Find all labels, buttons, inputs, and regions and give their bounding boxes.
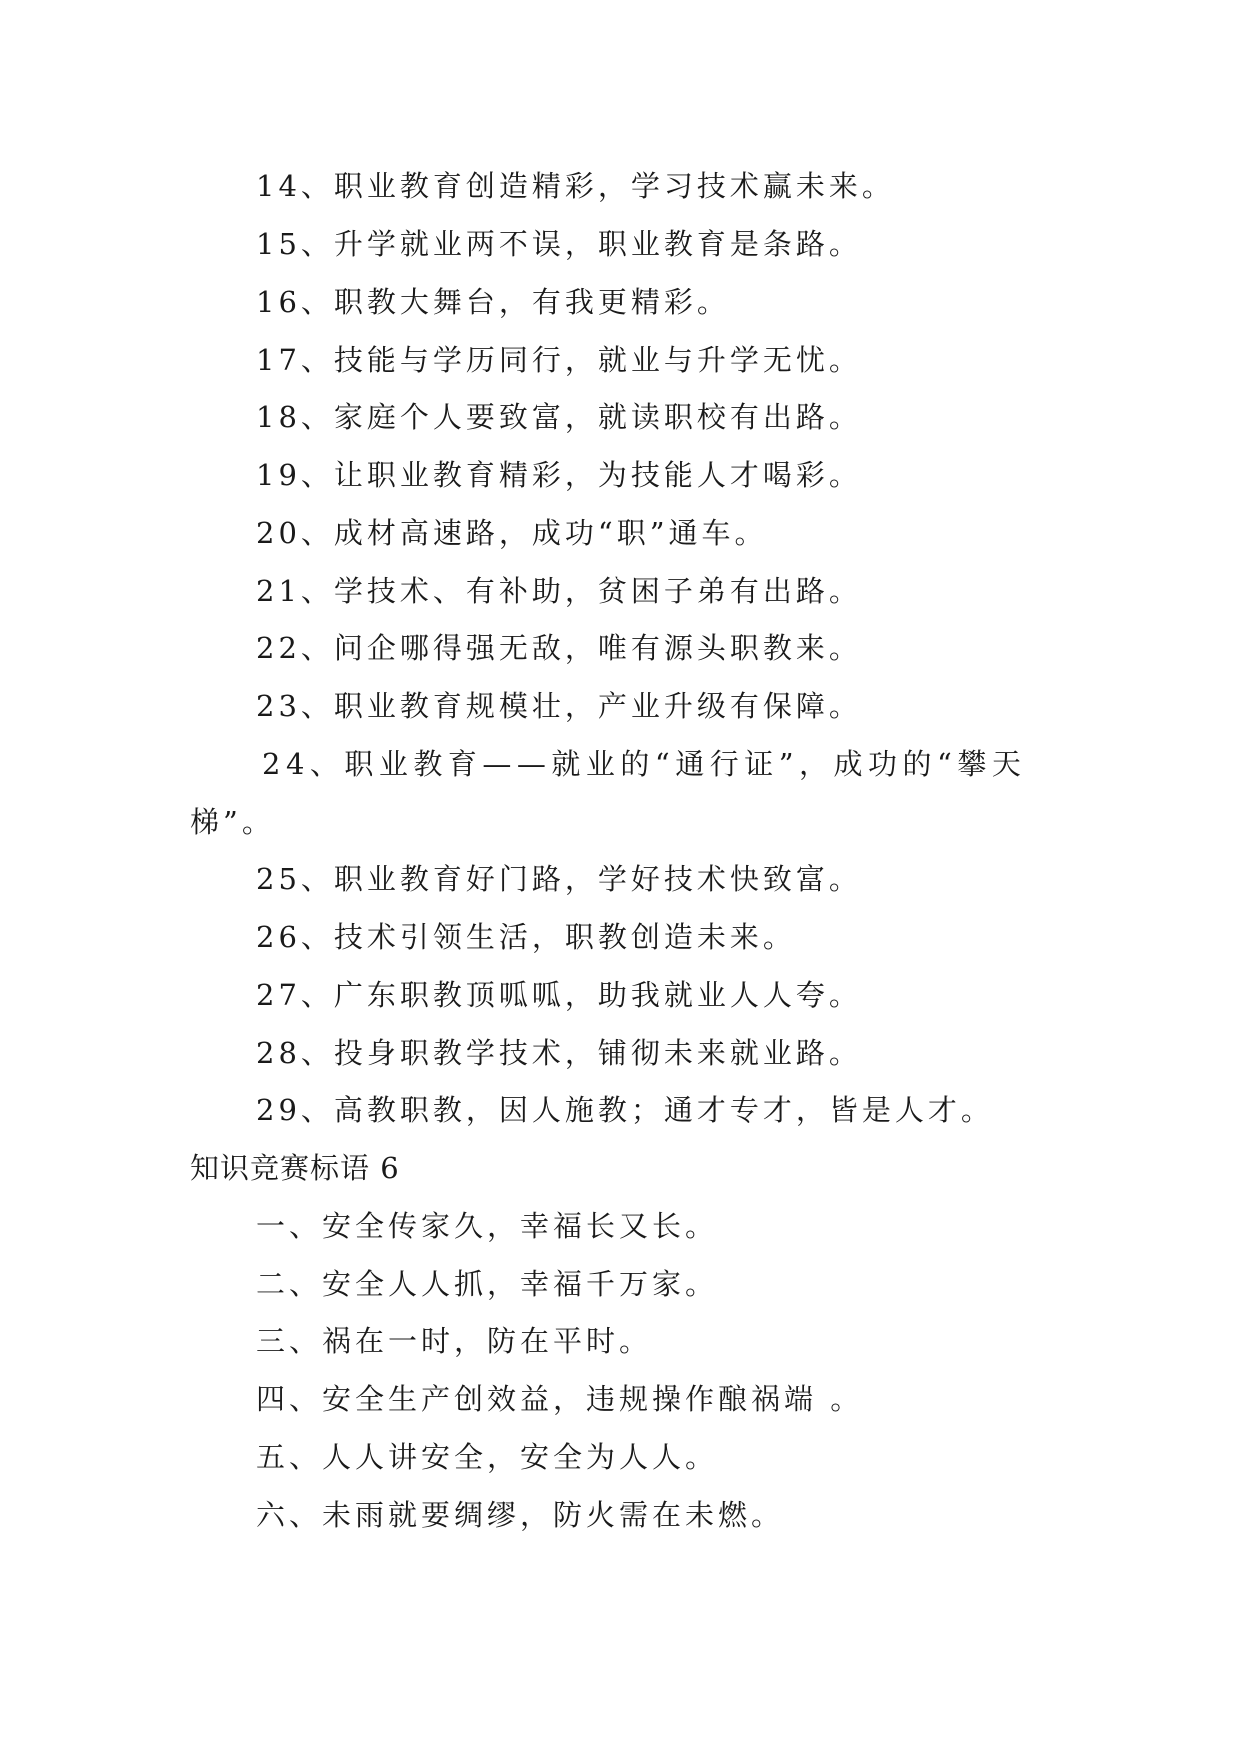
safety-slogan-line: 一、安全传家久，幸福长又长。	[256, 1209, 719, 1243]
slogan-line: 21、学技术、有补助，贫困子弟有出路。	[256, 574, 862, 608]
slogan-line: 25、职业教育好门路，学好技术快致富。	[256, 862, 862, 896]
slogan-line: 27、广东职教顶呱呱，助我就业人人夸。	[256, 978, 862, 1012]
slogan-line: 15、升学就业两不误，职业教育是条路。	[256, 227, 862, 261]
slogan-line: 16、职教大舞台，有我更精彩。	[256, 285, 730, 319]
safety-slogan-line: 六、未雨就要绸缪，防火需在未燃。	[256, 1498, 785, 1532]
slogan-line-wrapped: 24、职业教育——就业的“通行证”，成功的“攀天	[262, 747, 1027, 781]
slogan-line: 28、投身职教学技术，铺彻未来就业路。	[256, 1036, 862, 1070]
slogan-line-continuation: 梯”。	[190, 805, 275, 839]
safety-slogan-line: 二、安全人人抓，幸福千万家。	[256, 1267, 719, 1301]
slogan-line: 20、成材高速路，成功“职”通车。	[256, 516, 768, 550]
slogan-line: 23、职业教育规模壮，产业升级有保障。	[256, 689, 862, 723]
slogan-line: 19、让职业教育精彩，为技能人才喝彩。	[256, 458, 862, 492]
slogan-line: 22、问企哪得强无敌，唯有源头职教来。	[256, 631, 862, 665]
safety-slogan-line: 五、人人讲安全，安全为人人。	[256, 1440, 719, 1474]
slogan-line: 18、家庭个人要致富，就读职校有出路。	[256, 400, 862, 434]
slogan-line: 26、技术引领生活，职教创造未来。	[256, 920, 796, 954]
safety-slogan-line: 三、祸在一时，防在平时。	[256, 1324, 653, 1358]
slogan-line: 29、高教职教，因人施教；通才专才，皆是人才。	[256, 1093, 994, 1127]
slogan-line: 17、技能与学历同行，就业与升学无忧。	[256, 343, 862, 377]
safety-slogan-line: 四、安全生产创效益，违规操作酿祸端 。	[256, 1382, 864, 1416]
section-heading: 知识竞赛标语 6	[190, 1151, 400, 1185]
slogan-line: 14、职业教育创造精彩，学习技术赢未来。	[256, 169, 895, 203]
